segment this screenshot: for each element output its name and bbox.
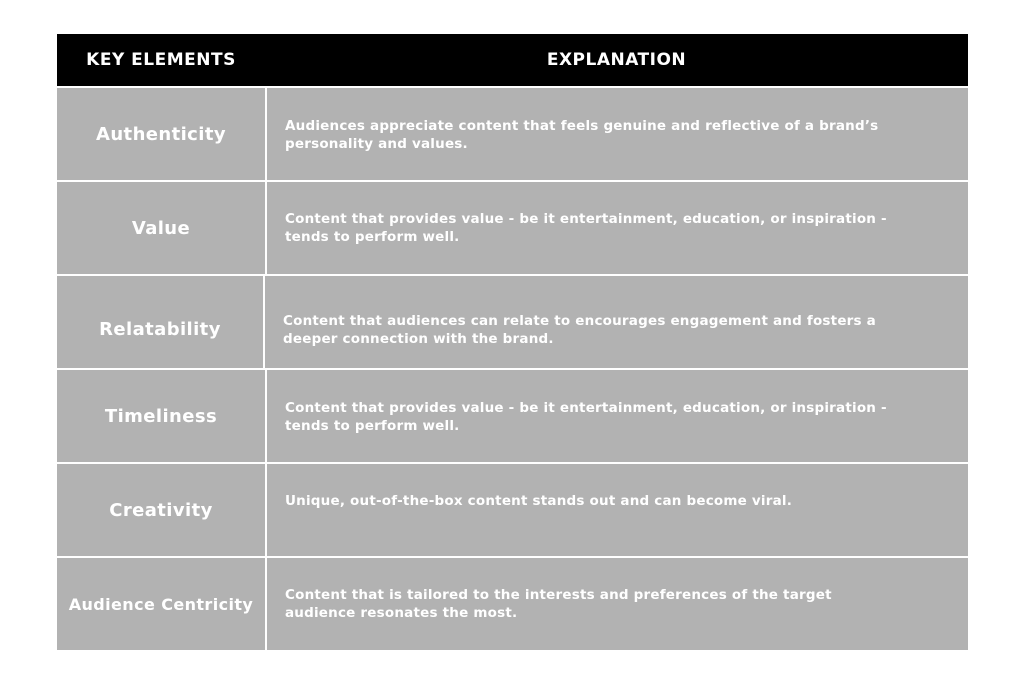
row-key: Relatability (57, 276, 265, 368)
table-row (57, 274, 968, 368)
row-explanation: Content that audiences can relate to encourages engagement and fosters a deeper connection with the brand. (283, 313, 876, 347)
row-explanation: Unique, out-of-the-box content stands out and can become viral. (285, 493, 793, 509)
table-row (57, 180, 968, 274)
row-explanation: Audiences appreciate content that feels genuine and reflective of a brand’s personality and values. (285, 118, 879, 152)
row-key: Authenticity (57, 88, 267, 180)
row-key: Audience Centricity (57, 558, 267, 650)
row-explanation: Content that provides value - be it entertainment, education, or inspiration - tends to perform well. (285, 211, 887, 245)
key-elements-table (57, 34, 968, 650)
table-header (57, 34, 968, 86)
table-row (57, 86, 968, 180)
row-key: Value (57, 182, 267, 274)
row-explanation: Content that is tailored to the interests and preferences of the target audience resonates the most. (285, 587, 832, 621)
header-explanation: EXPLANATION (546, 50, 687, 70)
row-key: Timeliness (57, 370, 267, 462)
row-key: Creativity (57, 464, 267, 556)
table-row (57, 556, 968, 650)
table-row (57, 368, 968, 462)
header-key-elements: KEY ELEMENTS (86, 50, 236, 70)
table-row (57, 462, 968, 556)
row-explanation: Content that provides value - be it entertainment, education, or inspiration - tends to perform well. (285, 400, 887, 434)
